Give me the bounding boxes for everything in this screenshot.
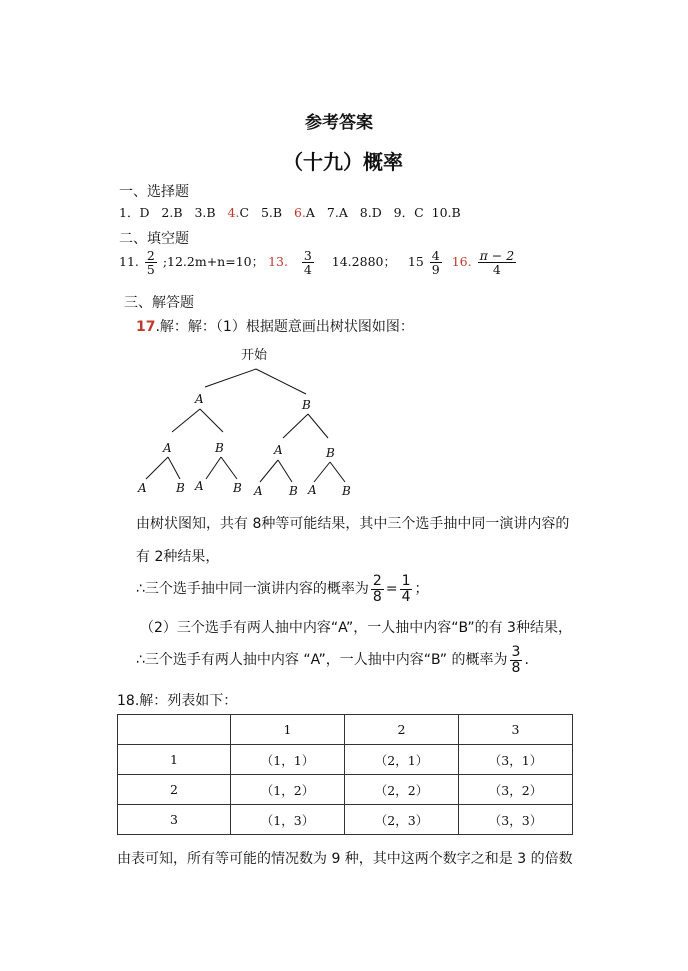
page-title: 参考答案	[305, 113, 373, 133]
q16-label: 16.	[451, 254, 472, 270]
table-header-row	[118, 715, 573, 745]
answer-6: A	[305, 205, 315, 220]
q11-denominator: 5	[146, 262, 155, 278]
q17-p3-fraction-2	[400, 574, 413, 604]
edge-b-b	[308, 414, 328, 438]
table-cell: （3，3）	[459, 805, 573, 835]
answer-4: C	[239, 205, 250, 220]
q11-numerator: 2	[146, 248, 155, 263]
answer-2-num: 2.	[161, 205, 174, 220]
edge-ba-b	[278, 460, 292, 482]
q17-p3-f1-den: 8	[372, 588, 382, 605]
table-cell: （3，2）	[459, 775, 573, 805]
table-row	[118, 805, 573, 835]
q14-text: 14.2880；	[331, 254, 396, 270]
q18-table	[117, 714, 573, 835]
q17-paragraph-1: 由树状图知，共有 8种等可能结果，其中三个选手抽中同一演讲内容的	[136, 516, 570, 532]
q17-paragraph-2: 有 2种结果，	[136, 549, 220, 565]
q17-p3-end: ；	[414, 581, 429, 598]
q11-label: 11.	[119, 254, 139, 270]
q17-intro-line	[136, 316, 414, 336]
q17-p5-num: 3	[511, 644, 521, 660]
q17-paragraph-5	[136, 645, 529, 675]
q12-text: ;12.2m+n=10；	[162, 254, 265, 270]
tree-l3-3: A	[195, 479, 204, 493]
table-cell: 2	[118, 775, 231, 805]
table-cell: 1	[118, 745, 231, 775]
q15-label: 15	[407, 254, 424, 270]
answer-10: B	[451, 205, 461, 220]
tree-l3-4: B	[233, 481, 242, 495]
q17-p3-equals: =	[385, 581, 398, 598]
tree-l3-8: B	[342, 484, 351, 498]
edge-a-a	[172, 409, 200, 432]
q15-fraction	[430, 249, 442, 276]
page-subtitle: （十九）概率	[283, 150, 403, 174]
answer-3-num: 3.	[194, 205, 207, 220]
edge-ba-a	[260, 460, 278, 482]
answer-2: B	[173, 205, 183, 220]
q16-denominator: 4	[492, 262, 501, 278]
table-header-cell: 1	[231, 715, 345, 745]
edge-a-b	[200, 409, 223, 432]
edge-ab-b	[221, 457, 237, 479]
q17-paragraph-3	[136, 574, 428, 604]
q17-paragraph-4: （2）三个选手有两人抽中内容“A”，一人抽中内容“B”的有 3种结果，	[140, 620, 572, 636]
q16-numerator: π − 2	[479, 248, 515, 263]
edge-ab-a	[206, 457, 221, 479]
table-cell: （1，2）	[231, 775, 345, 805]
tree-diagram	[128, 342, 368, 502]
section-heading-solve: 三、解答题	[124, 295, 194, 311]
q17-p3-f2-den: 4	[401, 588, 411, 605]
answer-8: D	[371, 205, 382, 220]
q18-intro: 18.解：列表如下：	[117, 693, 238, 709]
tree-l2-a2: A	[274, 443, 283, 457]
answer-1: D	[139, 205, 150, 220]
q13-denominator: 4	[303, 262, 312, 278]
q11-fraction	[145, 249, 157, 276]
tree-root-label: 开始	[241, 348, 268, 363]
q17-p3-f1-num: 2	[372, 573, 382, 589]
table-cell: （1，3）	[231, 805, 345, 835]
table-cell: （2，2）	[345, 775, 459, 805]
answer-9: C	[414, 205, 424, 220]
choice-answers-line	[119, 203, 461, 221]
tree-l3-2: B	[176, 481, 185, 495]
q17-p5-text: ∴三个选手有两人抽中内容 “A”，一人抽中内容“B” 的概率为	[136, 652, 508, 669]
table-cell: （2，3）	[345, 805, 459, 835]
edge-aa-b	[168, 457, 180, 479]
edge-bb-a	[314, 462, 330, 482]
answer-7: A	[338, 205, 348, 220]
tree-l3-6: B	[289, 484, 298, 498]
tree-l1-b: B	[302, 398, 311, 412]
edge-root-a	[205, 369, 256, 387]
q16-fraction	[478, 249, 517, 276]
answer-10-num: 10.	[431, 205, 452, 220]
answer-8-num: 8.	[359, 205, 372, 220]
answer-6-num: 6.	[293, 205, 306, 220]
answer-4-num: 4.	[227, 205, 240, 220]
tree-l3-1: A	[138, 481, 147, 495]
q17-p5-end: .	[524, 652, 529, 669]
section-heading-choice: 一、选择题	[119, 184, 189, 200]
q17-p3-f2-num: 1	[401, 573, 411, 589]
answer-5-num: 5.	[260, 205, 273, 220]
answer-1-num: 1．	[119, 205, 140, 220]
q17-p3-fraction-1	[371, 574, 384, 604]
table-cell: 3	[118, 805, 231, 835]
table-cell: （3，1）	[459, 745, 573, 775]
table-row	[118, 775, 573, 805]
table-header-cell: 2	[345, 715, 459, 745]
tree-l2-b1: B	[215, 441, 224, 455]
answer-3: B	[206, 205, 216, 220]
tree-l1-a: A	[195, 392, 204, 406]
fill-answers-line	[119, 249, 518, 276]
tree-l3-7: A	[308, 483, 317, 497]
tree-l2-b2: B	[326, 446, 335, 460]
section-heading-fill: 二、填空题	[119, 231, 189, 247]
q13-label: 13.	[268, 254, 288, 270]
tree-l2-a1: A	[163, 441, 172, 455]
edge-b-a	[283, 414, 308, 438]
q17-p3-text: ∴三个选手抽中同一演讲内容的概率为	[136, 581, 369, 598]
q15-denominator: 9	[431, 262, 440, 278]
q17-intro: .解：解：（1）根据题意画出树状图如图：	[155, 319, 414, 335]
answer-9-num: 9．	[393, 205, 415, 220]
q17-p5-fraction	[510, 645, 523, 675]
table-cell: （1，1）	[231, 745, 345, 775]
q17-p5-den: 8	[511, 659, 521, 676]
table-header-cell	[118, 715, 231, 745]
edge-aa-a	[146, 457, 168, 479]
q13-fraction	[302, 249, 314, 276]
answer-5: B	[272, 205, 283, 220]
table-row	[118, 745, 573, 775]
edge-root-b	[256, 369, 306, 394]
edge-bb-b	[330, 462, 345, 482]
table-header-cell: 3	[459, 715, 573, 745]
q15-numerator: 4	[431, 248, 440, 263]
table-cell: （2，1）	[345, 745, 459, 775]
q13-numerator: 3	[303, 248, 312, 263]
answer-7-num: 7.	[326, 205, 339, 220]
q18-conclusion: 由表可知，所有等可能的情况数为 9 种，其中这两个数字之和是 3 的倍数	[117, 851, 573, 867]
tree-l3-5: A	[254, 484, 263, 498]
q17-label: 17	[136, 319, 156, 335]
